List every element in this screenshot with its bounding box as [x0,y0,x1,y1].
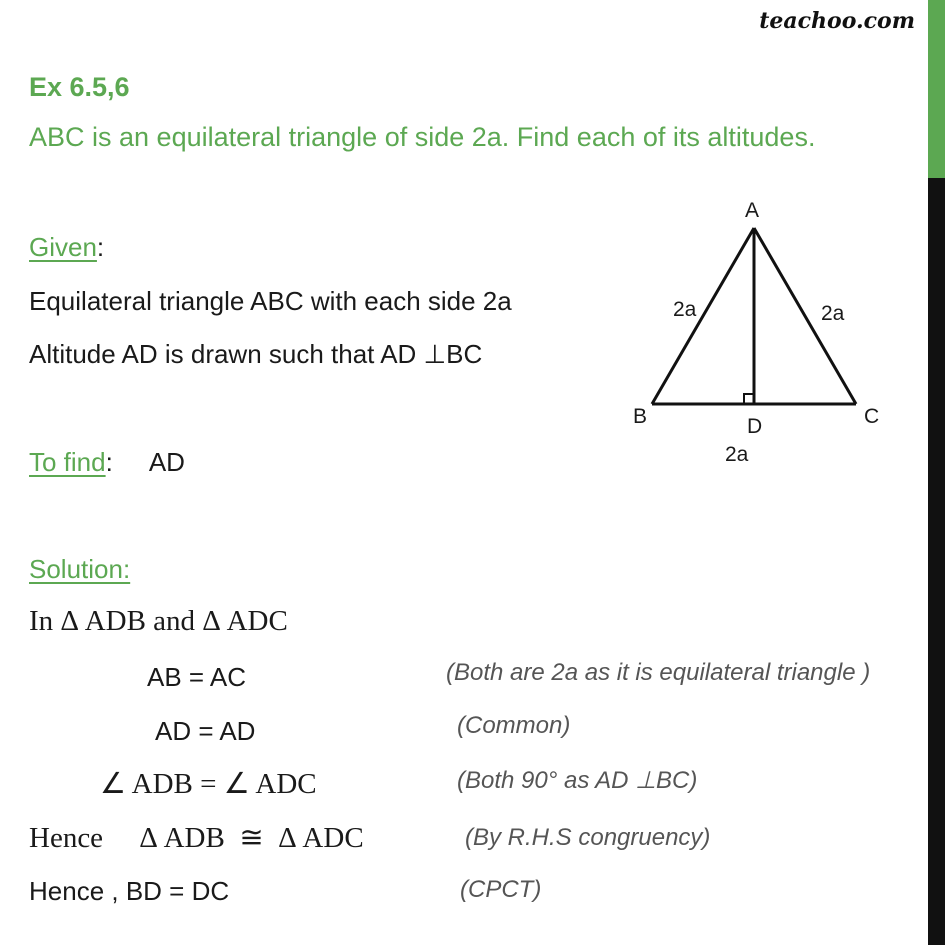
step-reason: (Both 90° as AD ⊥BC) [457,767,698,794]
step-reason: (By R.H.S congruency) [465,824,711,851]
exercise-title: Ex 6.5,6 [29,72,130,102]
step-statement: ∠ ADB = ∠ ADC [100,768,317,800]
triangle-figure [620,190,900,480]
given-line: Altitude AD is drawn such that AD ⊥BC [29,339,483,369]
to-find-value: AD [148,447,185,477]
step-statement: AB = AC [147,662,246,692]
side-label-bc: 2a [725,443,749,466]
step-statement: AD = AD [155,716,256,746]
side-label-ab: 2a [673,298,697,321]
given-heading-row: Given: [29,232,105,262]
given-line: Equilateral triangle ABC with each side 2a [29,286,512,316]
step-statement: Hence , BD = DC [29,876,230,906]
to-find-row: To find: AD [29,447,185,477]
step-statement: Hence Δ ADB ≅ Δ ADC [29,822,364,854]
point-label-d: D [747,415,763,438]
vertex-label-c: C [864,405,880,428]
given-heading: Given [29,232,97,262]
solution-intro: In Δ ADB and Δ ADC [29,605,288,637]
side-label-ac: 2a [821,302,845,325]
vertex-label-b: B [633,405,648,428]
side-ab [652,228,754,404]
to-find-heading: To find [29,447,106,477]
solution-heading-row [29,554,130,585]
brand-logo: teachoo.com [759,8,915,34]
vertex-label-a: A [745,199,760,222]
step-reason: (CPCT) [460,876,542,903]
step-reason: (Common) [457,712,571,739]
step-reason: (Both are 2a as it is equilateral triangle ) [446,659,871,686]
scrollbar-thumb[interactable] [928,0,945,178]
question-text: ABC is an equilateral triangle of side 2a. Find each of its altitudes. [29,122,816,152]
solution-heading: Solution: [29,554,131,584]
